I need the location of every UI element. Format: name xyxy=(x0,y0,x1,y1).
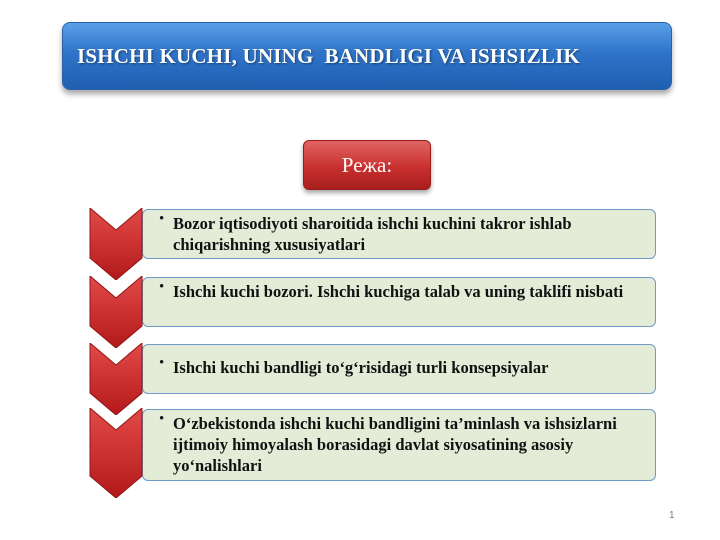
bullet-icon: • xyxy=(159,279,165,295)
item-text-3: Ishchi kuchi bandligi to‘g‘risidagi turli konsepsiyalar xyxy=(173,358,549,377)
chevron-marker-4 xyxy=(88,408,144,498)
chevron-marker-2 xyxy=(88,276,144,348)
item-text-box-4 xyxy=(142,409,656,481)
item-text-box-2 xyxy=(142,277,656,327)
bullet-icon: • xyxy=(159,411,165,427)
item-text-box-3 xyxy=(142,344,656,394)
item-text-1: Bozor iqtisodiyoti sharoitida ishchi kuchini takror ishlab chiqarishning xususiyatlari xyxy=(173,214,572,254)
chevron-marker-1 xyxy=(88,208,144,280)
item-text-box-1 xyxy=(142,209,656,259)
item-text-2: Ishchi kuchi bozori. Ishchi kuchiga talab va uning taklifi nisbati xyxy=(173,282,624,301)
bullet-icon: • xyxy=(159,355,165,371)
plan-item-4 xyxy=(88,408,656,498)
plan-label: Режа: xyxy=(341,152,393,177)
title-banner xyxy=(62,22,672,90)
plan-label-box xyxy=(303,140,431,190)
plan-item-1 xyxy=(88,208,656,280)
item-text-4: O‘zbekistonda ishchi kuchi bandligini ta’minlash va ishsizlarni ijtimoiy himoyalash borasidagi davlat siyosatining asosiy yo‘nalishlari xyxy=(173,414,617,475)
slide-title: ISHCHI KUCHI, UNING BANDLIGI VA ISHSIZLIK xyxy=(77,43,581,68)
bullet-icon: • xyxy=(159,211,165,227)
chevron-marker-3 xyxy=(88,343,144,415)
plan-item-2 xyxy=(88,276,656,348)
plan-item-3 xyxy=(88,343,656,415)
page-number: 1 xyxy=(669,510,675,521)
